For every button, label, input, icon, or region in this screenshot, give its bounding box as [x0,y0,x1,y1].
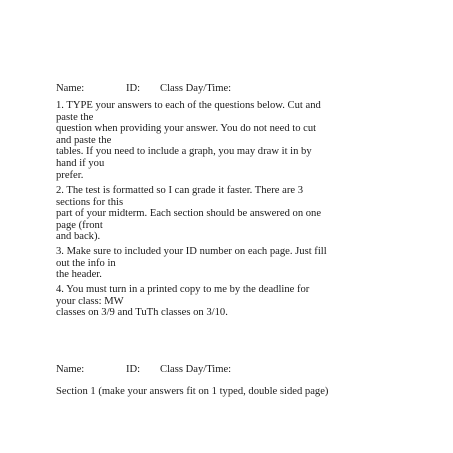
name-label: Name: [56,364,85,375]
id-label: ID: [126,83,141,94]
instruction-line: classes on 3/9 and TuTh classes on 3/10. [56,307,228,319]
header-fields-bottom [56,364,231,376]
instruction-line: the header. [56,269,102,281]
instruction-line: 3. Make sure to included your ID number on each page. Just fill [56,246,327,257]
section-1-heading [56,386,416,398]
instruction-3 [56,246,416,281]
instruction-line: tables. If you need to include a graph, you may draw it in by [56,146,312,158]
header-fields-top [56,83,231,95]
instruction-1 [56,100,416,181]
name-label: Name: [56,83,85,94]
instruction-2 [56,185,416,243]
instruction-line: out the info in [56,257,116,269]
instruction-line: page (front [56,219,103,231]
instruction-line: paste the [56,111,94,123]
instruction-line: 2. The test is formatted so I can grade it faster. There are 3 [56,185,303,196]
section-1-text: Section 1 (make your answers fit on 1 typed, double sided page) [56,386,329,397]
instruction-line: 4. You must turn in a printed copy to me by the deadline for [56,284,310,295]
id-label: ID: [126,364,141,375]
instruction-line: your class: MW [56,295,124,307]
instruction-line: hand if you [56,157,105,169]
instruction-line: prefer. [56,169,84,181]
class-day-time-label: Class Day/Time: [160,364,232,375]
instruction-4 [56,284,416,319]
class-day-time-label: Class Day/Time: [160,83,232,94]
instruction-line: and back). [56,231,101,243]
instruction-line: part of your midterm. Each section should be answered on one [56,208,322,220]
instruction-line: 1. TYPE your answers to each of the questions below. Cut and [56,100,321,111]
instruction-line: and paste the [56,134,112,146]
instruction-line: sections for this [56,196,124,208]
instruction-line: question when providing your answer. You do not need to cut [56,123,317,135]
